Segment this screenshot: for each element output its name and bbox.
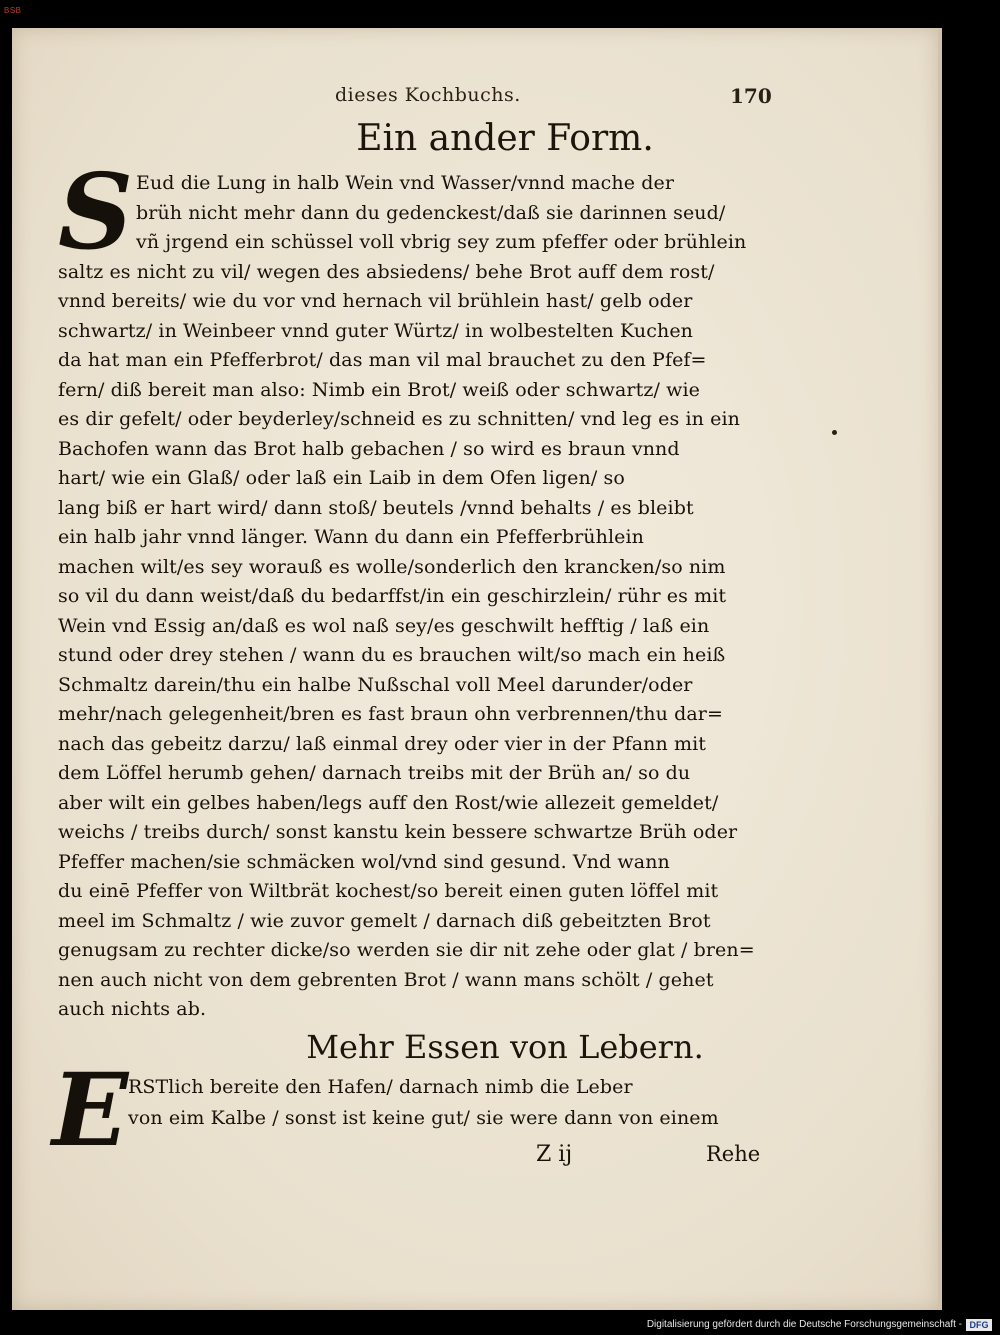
drop-initial-2: E	[52, 1051, 129, 1169]
text-line: nach das gebeitz darzu/ laß einmal drey oder vier in der Pfann mit	[58, 732, 707, 755]
text-line: RSTlich bereite den Hafen/ darnach nimb die Leber	[128, 1076, 633, 1098]
text-line: Bachofen wann das Brot halb gebachen / so wird es braun vnnd	[58, 437, 680, 460]
text-line: Schmaltz darein/thu ein halbe Nußschal voll Meel darunder/oder	[58, 673, 693, 696]
text-line: Wein vnd Essig an/daß es wol naß sey/es geschwilt hefftig / laß ein	[58, 614, 710, 637]
text-line: vnnd bereits/ wie du vor vnd hernach vil brühlein hast/ gelb oder	[58, 290, 693, 312]
text-line: auch nichts ab.	[58, 998, 207, 1020]
signature-mark: Z ij	[536, 1142, 573, 1167]
text-line: da hat man ein Pfefferbrot/ das man vil mal brauchet zu den Pfef=	[58, 349, 707, 371]
text-line: es dir gefelt/ oder beyderley/schneid es zu schnitten/ vnd leg es in ein	[58, 408, 740, 430]
text-line: Eud die Lung in halb Wein vnd Wasser/vnnd mache der	[136, 172, 675, 194]
text-line: Pfeffer machen/sie schmäcken wol/vnd sind gesund. Vnd wann	[58, 850, 670, 873]
text-line: lang biß er hart wird/ dann stoß/ beutels /vnnd behalts / es bleibt	[58, 496, 694, 519]
catchword: Rehe	[706, 1142, 761, 1166]
text-line: mehr/nach gelegenheit/bren es fast braun ohn verbrennen/thu dar=	[58, 703, 723, 725]
text-line: weichs / treibs durch/ sonst kanstu kein bessere schwartze Brüh oder	[58, 821, 738, 843]
text-line: genugsam zu rechter dicke/so werden sie dir nit zehe oder glat / bren=	[58, 939, 755, 961]
text-line: so vil du dann weist/daß du bedarffst/in ein geschirzlein/ rühr es mit	[58, 585, 727, 607]
text-line: saltz es nicht zu vil/ wegen des absiedens/ behe Brot auff dem rost/	[58, 260, 715, 283]
drop-initial-1: S	[58, 150, 134, 273]
page-edge	[938, 28, 942, 1310]
ink-dot	[832, 430, 837, 435]
footer-credit: Digitalisierung gefördert durch die Deutsche Forschungsgemeinschaft -	[646, 1319, 962, 1330]
text-line: brüh nicht mehr dann du gedenckest/daß sie darinnen seud/	[136, 201, 726, 224]
text-line: hart/ wie ein Glaß/ oder laß ein Laib in dem Ofen ligen/ so	[58, 467, 625, 489]
text-line: fern/ diß bereit man also: Nimb ein Brot/ weiß oder schwartz/ wie	[58, 378, 700, 401]
text-line: von eim Kalbe / sonst ist keine gut/ sie were dann von einem	[128, 1106, 719, 1129]
page-number: 170	[730, 84, 772, 108]
text-line: dem Löffel herumb gehen/ darnach treibs mit der Brüh an/ so du	[58, 762, 691, 784]
section-heading-1: Ein ander Form.	[356, 118, 654, 159]
text-line: ein halb jahr vnnd länger. Wann du dann ein Pfefferbrühlein	[58, 526, 645, 548]
text-line: machen wilt/es sey worauß es wolle/sonderlich den krancken/so nim	[58, 555, 726, 578]
text-line: du einē Pfeffer von Wiltbrät kochest/so bereit einen guten löffel mit	[58, 880, 719, 902]
text-line: schwartz/ in Weinbeer vnnd guter Würtz/ in wolbestelten Kuchen	[58, 319, 693, 342]
library-mark: BSB	[4, 6, 22, 15]
dfg-logo-icon: DFG	[966, 1319, 992, 1331]
text-line: meel im Schmaltz / wie zuvor gemelt / darnach diß gebeitzten Brot	[58, 909, 711, 932]
running-head: dieses Kochbuchs.	[335, 84, 521, 106]
text-line: nen auch nicht von dem gebrenten Brot / wann mans schölt / gehet	[58, 968, 714, 991]
section-heading-2: Mehr Essen von Lebern.	[306, 1028, 704, 1066]
text-line: aber wilt ein gelbes haben/legs auff den Rost/wie allezeit gemeldet/	[58, 791, 719, 814]
text-line: vñ jrgend ein schüssel voll vbrig sey zum pfeffer oder brühlein	[136, 231, 747, 253]
text-line: stund oder drey stehen / wann du es brauchen wilt/so mach ein heiß	[58, 644, 726, 666]
